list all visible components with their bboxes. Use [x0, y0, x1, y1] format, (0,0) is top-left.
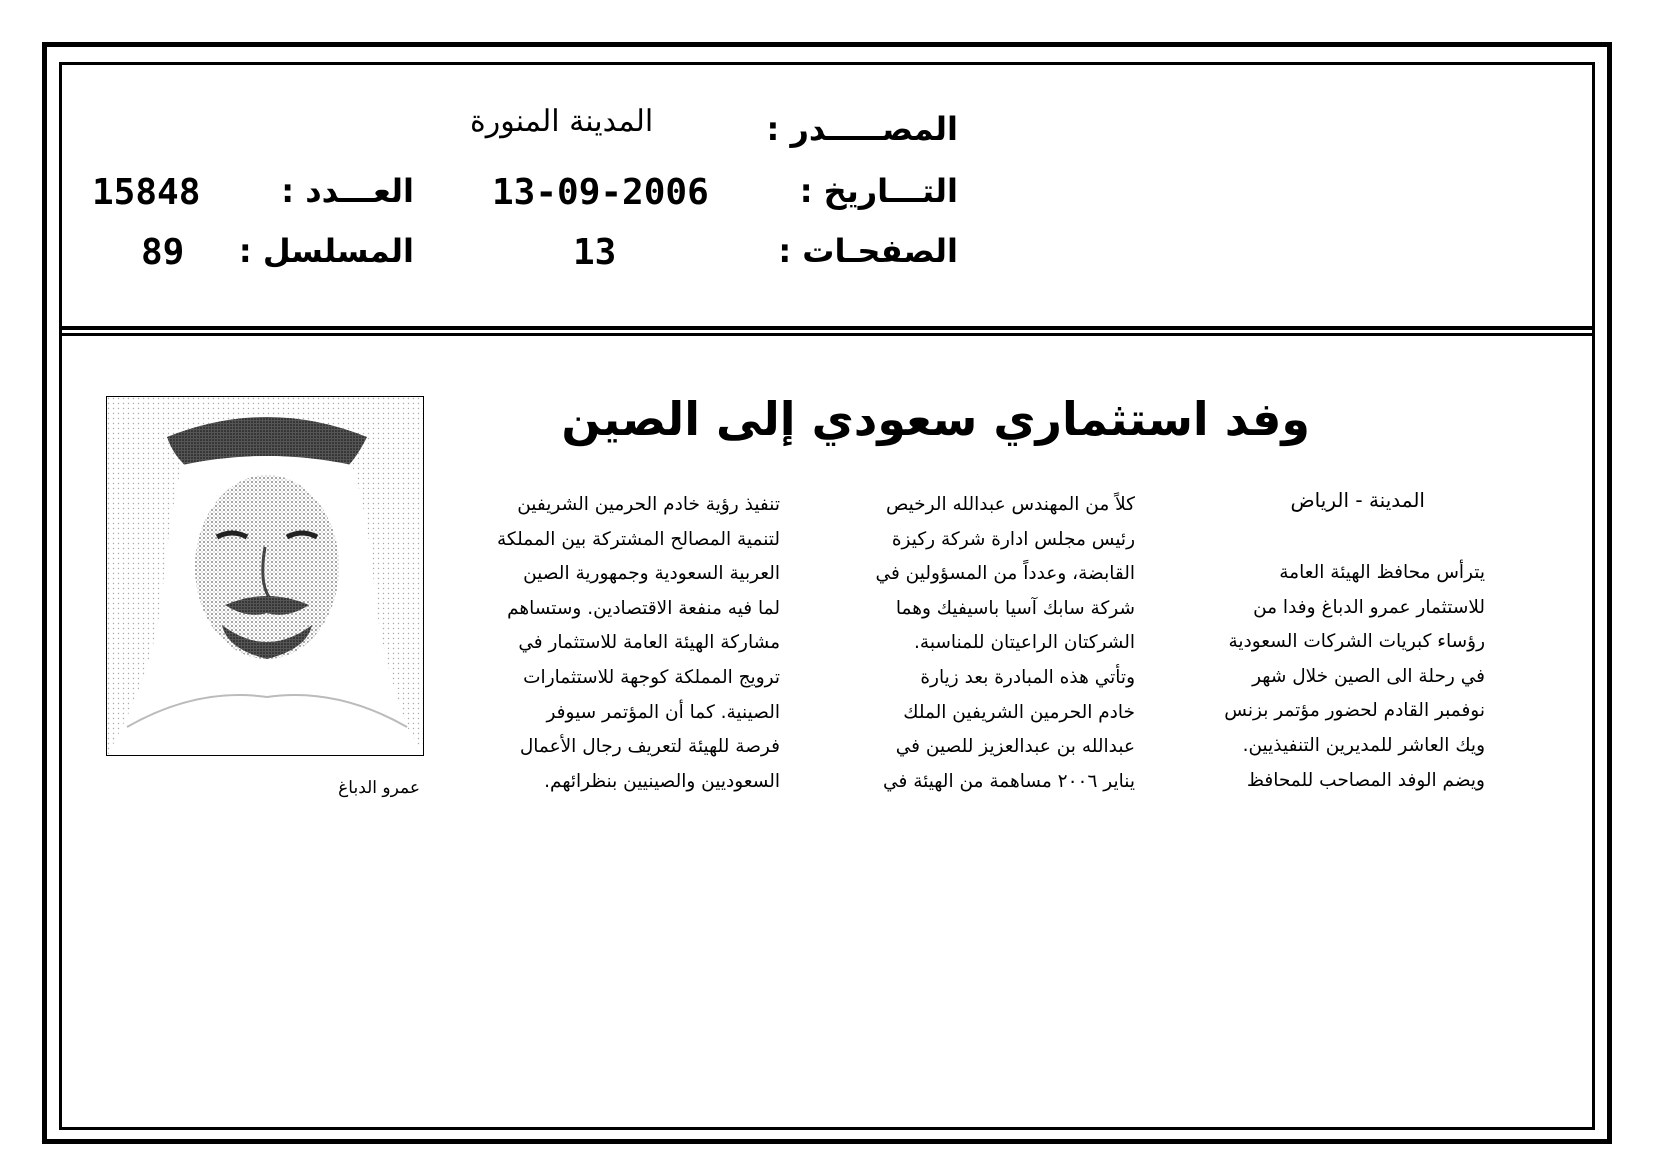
- article-line: الصينية. كما أن المؤتمر سيوفر: [546, 701, 780, 723]
- article-line: وتأتي هذه المبادرة بعد زيارة: [920, 666, 1135, 688]
- article-line: مشاركة الهيئة العامة للاستثمار في: [518, 632, 780, 654]
- article-line: ويك العاشر للمديرين التنفيذيين.: [1242, 734, 1485, 756]
- issue-label: العـــدد :: [281, 172, 414, 210]
- article-line: رؤساء كبريات الشركات السعودية: [1228, 631, 1485, 653]
- article-line: يناير ٢٠٠٦ مساهمة من الهيئة في: [883, 770, 1135, 792]
- source-label: المصـــــدر :: [766, 110, 958, 148]
- article-headline: وفد استثماري سعودي إلى الصين: [561, 392, 1310, 446]
- article-line: يترأس محافظ الهيئة العامة: [1279, 562, 1485, 583]
- article-line: تنفيذ رؤية خادم الحرمين الشريفين: [517, 494, 780, 515]
- article-line: ترويج المملكة كوجهة للاستثمارات: [523, 666, 780, 688]
- header-divider: [59, 326, 1595, 336]
- date-value: 13-09-2006: [492, 172, 709, 213]
- article-line: في رحلة الى الصين خلال شهر: [1252, 665, 1485, 687]
- portrait-illustration: [107, 397, 424, 756]
- portrait-photo: [106, 396, 424, 756]
- article-line: للاستثمار عمرو الدباغ وفدا من: [1253, 596, 1485, 618]
- article-line: رئيس مجلس ادارة شركة ركيزة: [891, 528, 1135, 550]
- date-label: التـــاريخ :: [799, 172, 958, 210]
- article-line: القابضة، وعدداً من المسؤولين في: [875, 563, 1135, 585]
- serial-value: 89: [141, 232, 185, 273]
- article-line: لتنمية المصالح المشتركة بين المملكة: [497, 528, 780, 550]
- article-column-3: [455, 488, 780, 799]
- article-byline: المدينة - الرياض: [1290, 488, 1425, 512]
- issue-value: 15848: [92, 172, 201, 213]
- pages-label: الصفحـات :: [778, 232, 958, 270]
- article-column-2: [810, 488, 1135, 799]
- article-line: نوفمبر القادم لحضور مؤتمر بزنس: [1224, 700, 1485, 722]
- article-line: شركة سابك آسيا باسيفيك وهما: [895, 597, 1135, 619]
- article-line: فرصة للهيئة لتعريف رجال الأعمال: [519, 736, 780, 758]
- photo-caption: عمرو الدباغ: [338, 778, 420, 798]
- serial-label: المسلسل :: [238, 232, 414, 270]
- source-value: المدينة المنورة: [470, 104, 654, 139]
- pages-value: 13: [573, 232, 617, 273]
- article-line: العربية السعودية وجمهورية الصين: [523, 563, 780, 585]
- article-column-1: [1160, 556, 1485, 798]
- article-line: كلاً من المهندس عبدالله الرخيص: [885, 494, 1135, 515]
- article-line: السعوديين والصينيين بنظرائهم.: [544, 770, 780, 792]
- article-line: خادم الحرمين الشريفين الملك: [903, 701, 1135, 723]
- article-line: الشركتان الراعيتان للمناسبة.: [914, 632, 1135, 654]
- article-line: عبدالله بن عبدالعزيز للصين في: [895, 736, 1135, 758]
- article-line: لما فيه منفعة الاقتصادين. وستساهم: [507, 597, 780, 619]
- article-line: ويضم الوفد المصاحب للمحافظ: [1246, 769, 1485, 791]
